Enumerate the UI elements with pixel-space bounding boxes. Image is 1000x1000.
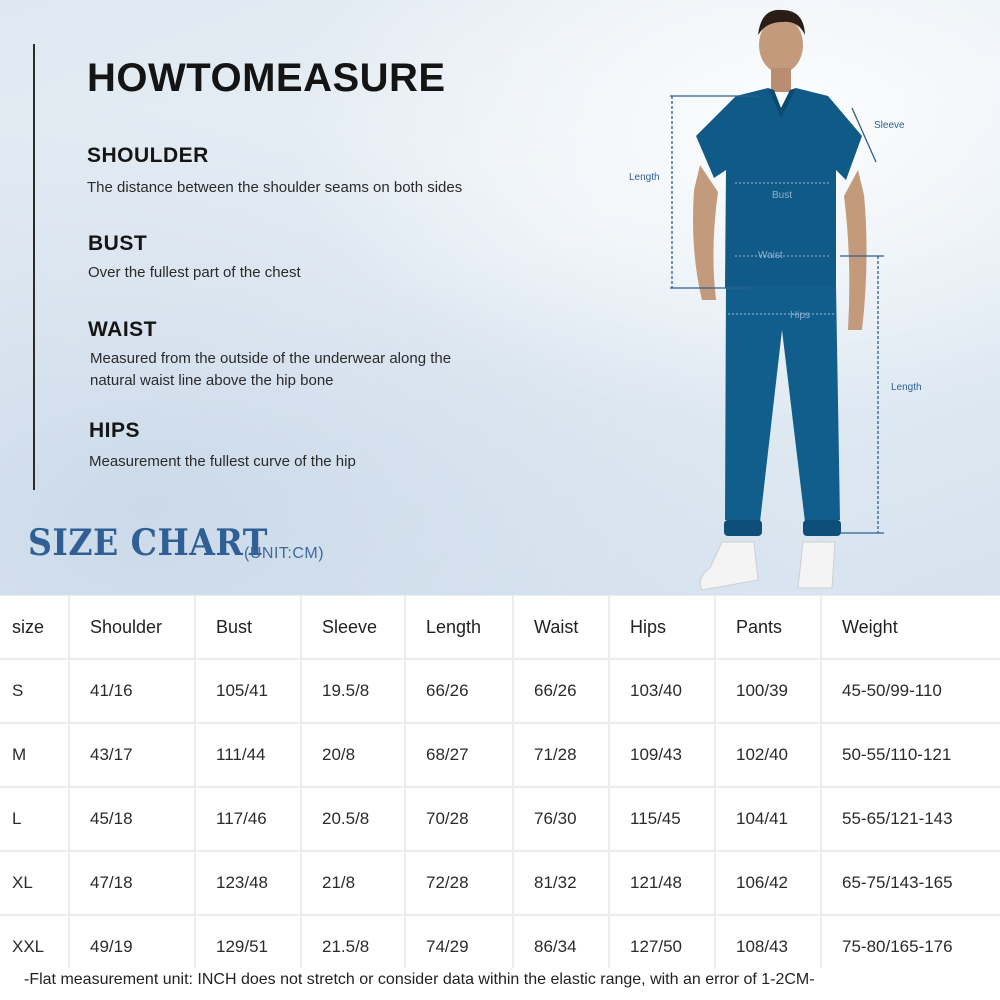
cell-size: XL [0, 852, 68, 914]
model-right-arm [844, 170, 867, 330]
header-bust: Bust [196, 596, 300, 658]
page-title: HOWTOMEASURE [87, 56, 446, 100]
cell-sleeve: 21/8 [302, 852, 404, 914]
cell-length: 66/26 [406, 660, 512, 722]
table-row [0, 724, 1000, 786]
footer-note: -Flat measurement unit: INCH does not stretch or consider data within the elastic range, with an error of 1-2CM- [0, 968, 1000, 1000]
header-size: size [0, 596, 68, 658]
size-chart-unit: (UNIT:CM) [244, 545, 325, 562]
right-shoe [798, 542, 835, 588]
cell-shoulder: 49/19 [70, 916, 194, 978]
cell-waist: 81/32 [514, 852, 608, 914]
waist-text-line-1: Measured from the outside of the underwear along the [90, 350, 452, 367]
header-waist: Waist [514, 596, 608, 658]
header-sleeve: Sleeve [302, 596, 404, 658]
cell-shoulder: 45/18 [70, 788, 194, 850]
cell-sleeve: 21.5/8 [302, 916, 404, 978]
divider-line [33, 44, 35, 490]
cell-hips: 121/48 [610, 852, 714, 914]
top-length-label: Length [629, 172, 660, 183]
left-cuff [724, 520, 762, 536]
cell-length: 68/27 [406, 724, 512, 786]
hips-heading: HIPS [89, 419, 141, 442]
header-weight: Weight [822, 596, 1000, 658]
cell-bust: 129/51 [196, 916, 300, 978]
cell-pants: 108/43 [716, 916, 820, 978]
cell-waist: 66/26 [514, 660, 608, 722]
cell-length: 74/29 [406, 916, 512, 978]
cell-weight: 50-55/110-121 [822, 724, 1000, 786]
cell-shoulder: 41/16 [70, 660, 194, 722]
cell-pants: 106/42 [716, 852, 820, 914]
waist-label: Waist [758, 250, 783, 261]
cell-waist: 86/34 [514, 916, 608, 978]
cell-size: XXL [0, 916, 68, 978]
cell-size: S [0, 660, 68, 722]
hips-label: Hips [790, 310, 811, 321]
cell-weight: 55-65/121-143 [822, 788, 1000, 850]
hips-text: Measurement the fullest curve of the hip [89, 453, 356, 470]
cell-pants: 102/40 [716, 724, 820, 786]
size-table [0, 596, 1000, 969]
bust-heading: BUST [88, 232, 148, 255]
cell-sleeve: 20.5/8 [302, 788, 404, 850]
sleeve-label: Sleeve [874, 120, 905, 131]
table-row [0, 660, 1000, 722]
pants-length-label: Length [891, 382, 922, 393]
waist-heading: WAIST [88, 318, 157, 341]
model-figure [640, 0, 940, 596]
header-hips: Hips [610, 596, 714, 658]
cell-weight: 65-75/143-165 [822, 852, 1000, 914]
header-shoulder: Shoulder [70, 596, 194, 658]
cell-length: 70/28 [406, 788, 512, 850]
cell-pants: 104/41 [716, 788, 820, 850]
cell-hips: 109/43 [610, 724, 714, 786]
right-cuff [803, 520, 841, 536]
cell-shoulder: 43/17 [70, 724, 194, 786]
cell-size: L [0, 788, 68, 850]
cell-hips: 127/50 [610, 916, 714, 978]
cell-weight: 45-50/99-110 [822, 660, 1000, 722]
bust-label: Bust [772, 190, 793, 201]
header-length: Length [406, 596, 512, 658]
bust-text: Over the fullest part of the chest [88, 264, 301, 281]
waist-text-line-2: natural waist line above the hip bone [90, 372, 334, 389]
cell-sleeve: 19.5/8 [302, 660, 404, 722]
cell-hips: 115/45 [610, 788, 714, 850]
table-header-row [0, 596, 1000, 658]
table-row [0, 852, 1000, 914]
cell-hips: 103/40 [610, 660, 714, 722]
cell-waist: 71/28 [514, 724, 608, 786]
cell-shoulder: 47/18 [70, 852, 194, 914]
cell-bust: 105/41 [196, 660, 300, 722]
scrub-pants [725, 286, 840, 522]
left-shoe [700, 542, 758, 590]
cell-waist: 76/30 [514, 788, 608, 850]
cell-length: 72/28 [406, 852, 512, 914]
shoulder-text: The distance between the shoulder seams on both sides [87, 179, 463, 196]
table-row [0, 788, 1000, 850]
cell-weight: 75-80/165-176 [822, 916, 1000, 978]
cell-bust: 123/48 [196, 852, 300, 914]
cell-bust: 111/44 [196, 724, 300, 786]
shoulder-heading: SHOULDER [87, 144, 209, 167]
size-chart-title: SIZE CHART [28, 522, 268, 564]
cell-pants: 100/39 [716, 660, 820, 722]
header-pants: Pants [716, 596, 820, 658]
size-table-grid [0, 594, 1000, 980]
cell-bust: 117/46 [196, 788, 300, 850]
cell-sleeve: 20/8 [302, 724, 404, 786]
cell-size: M [0, 724, 68, 786]
model-left-arm [693, 165, 718, 300]
model-neck [771, 68, 791, 92]
